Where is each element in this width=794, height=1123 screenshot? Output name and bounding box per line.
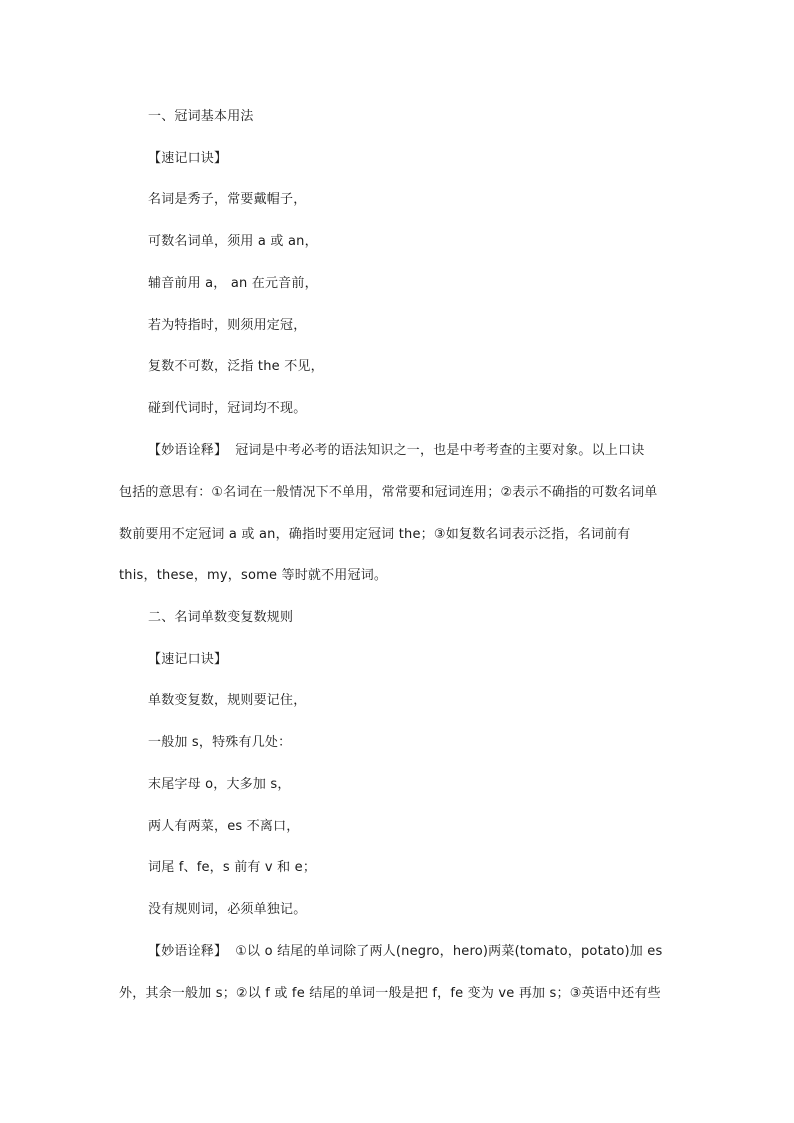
explanation-line: 外，其余一般加 s；②以 f 或 fe 结尾的单词一般是把 f，fe 变为 ve 再加 s；③英语中还有些 [119,986,661,1001]
mnemonic-line: 若为特指时，则须用定冠， [148,318,307,333]
explanation-line: 包括的意思有：①名词在一般情况下不单用，常常要和冠词连用；②表示不确指的可数名词单 [119,485,658,500]
mnemonic-line: 词尾 f、fe，s 前有 v 和 e； [148,860,317,875]
explanation-tag: 【妙语诠释】 [148,443,228,458]
explanation-first-line [148,943,662,961]
mnemonic-line: 名词是秀子，常要戴帽子， [148,192,307,207]
mnemonic-line: 碰到代词时，冠词均不现。 [148,401,307,416]
mnemonic-line: 可数名词单，须用 a 或 an， [148,234,318,249]
explanation-text: 冠词是中考必考的语法知识之一，也是中考考查的主要对象。以上口诀 [235,443,645,458]
explanation-first-line [148,442,644,460]
explanation-text: ①以 o 结尾的单词除了两人(negro，hero)两菜(tomato，potato)加 es [235,944,663,959]
mnemonic-line: 两人有两菜，es 不离口， [148,819,300,834]
mnemonic-line: 末尾字母 o，大多加 s， [148,777,291,792]
mnemonic-line: 辅音前用 a， an 在元音前， [148,276,318,291]
mnemonic-line: 一般加 s，特殊有几处： [148,735,292,750]
explanation-line: this，these，my，some 等时就不用冠词。 [119,568,388,583]
section-heading-articles: 一、冠词基本用法 [148,109,254,124]
section-heading-plurals: 二、名词单数变复数规则 [148,610,294,625]
mnemonic-tag: 【速记口诀】 [148,151,228,166]
explanation-tag: 【妙语诠释】 [148,944,228,959]
mnemonic-line: 没有规则词，必须单独记。 [148,902,307,917]
mnemonic-tag: 【速记口诀】 [148,652,228,667]
mnemonic-line: 单数变复数，规则要记住， [148,693,307,708]
explanation-line: 数前要用不定冠词 a 或 an，确指时要用定冠词 the；③如复数名词表示泛指，名词前有 [119,527,631,542]
mnemonic-line: 复数不可数，泛指 the 不见， [148,359,324,374]
